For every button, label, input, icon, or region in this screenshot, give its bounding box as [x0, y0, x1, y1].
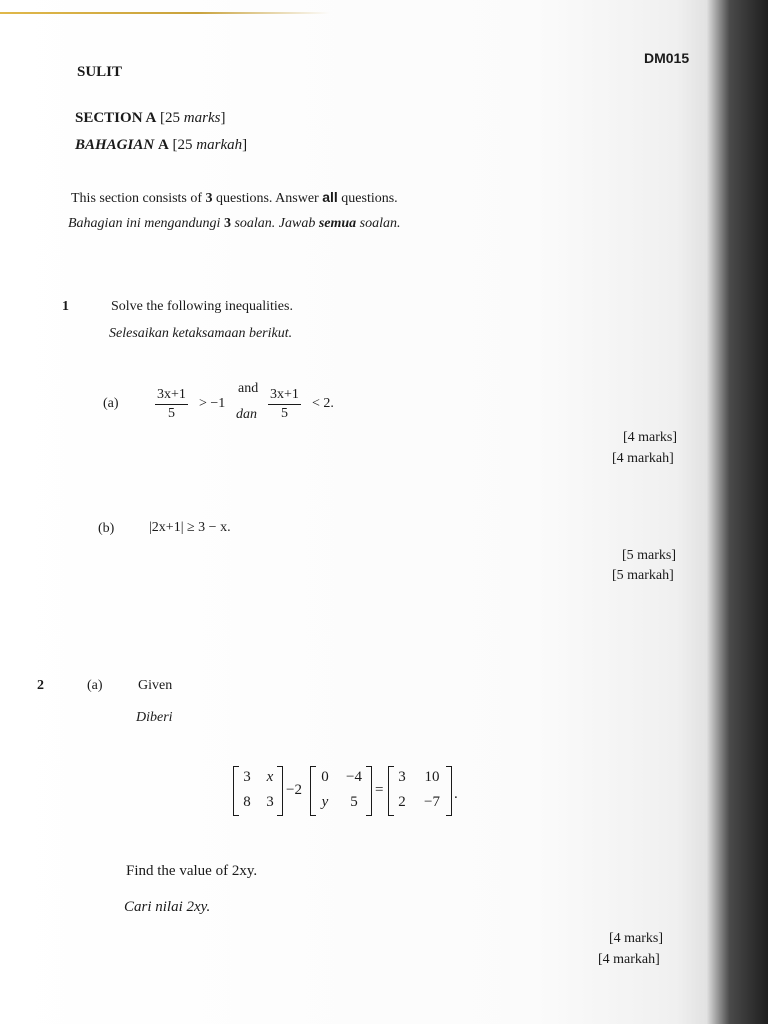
- question-1a-marks-ms-text: [4 markah]: [612, 451, 674, 466]
- fraction-2-denominator: 5: [280, 406, 288, 421]
- question-1a-and-en: and: [238, 381, 259, 396]
- matrix-equation-period: .: [454, 786, 458, 802]
- matrix-2-cell: y: [321, 794, 329, 810]
- question-2a-find-en: Find the value of 2xy.: [126, 863, 258, 879]
- instructions-ms-bold: semua: [318, 216, 357, 231]
- section-marks-en: [25: [160, 110, 181, 126]
- section-name-ms: BAHAGIAN: [75, 137, 155, 153]
- question-2a-given-ms: Diberi: [136, 710, 173, 725]
- section-marks-close-en: ]: [220, 110, 226, 126]
- section-name-en: SECTION A: [75, 110, 157, 126]
- question-1-number: 1: [62, 299, 69, 314]
- question-1a-and-ms: dan: [236, 407, 257, 422]
- question-1a-label: (a): [103, 396, 119, 411]
- matrix-1: [233, 766, 283, 816]
- matrix-3-cell: −7: [424, 794, 440, 810]
- question-1-prompt-en: Solve the following inequalities.: [111, 299, 293, 314]
- fraction-1-numerator: 3x+1: [155, 386, 188, 405]
- matrix-1-cell: 3: [243, 769, 251, 785]
- instructions-en-post: questions.: [341, 191, 398, 206]
- section-marks-ms: [25: [172, 137, 193, 153]
- fraction-2-numerator: 3x+1: [268, 386, 301, 405]
- matrix-1-cell: 3: [266, 794, 274, 810]
- classification-label: SULIT: [77, 64, 123, 80]
- question-2a-label: (a): [87, 678, 103, 693]
- section-title-en: [75, 110, 225, 127]
- instructions-en-bold: all: [322, 189, 338, 205]
- instructions-ms-num: 3: [223, 216, 231, 231]
- instructions-ms-post: soalan.: [359, 216, 401, 231]
- section-letter-ms: A: [157, 137, 169, 153]
- matrix-1-cell: 8: [243, 794, 251, 810]
- section-marks-word-ms: markah: [196, 137, 243, 153]
- question-1b-expression: |2x+1| ≥ 3 − x.: [149, 520, 231, 535]
- question-1a-relation-1: > −1: [199, 396, 226, 411]
- top-edge-line: [0, 12, 330, 14]
- question-2-number: 2: [37, 678, 44, 693]
- matrix-operator-minus-2: −2: [286, 782, 302, 798]
- question-1b-marks-en: [5 marks]: [622, 548, 677, 563]
- matrix-2-right-bracket: [366, 766, 372, 816]
- matrix-3-cell: 10: [424, 769, 440, 785]
- question-1a-relation-2: < 2.: [312, 396, 334, 411]
- question-2a-find-ms: Cari nilai 2xy.: [124, 899, 211, 915]
- instructions-ms-pre: Bahagian ini mengandungi: [68, 216, 221, 231]
- question-1a-marks-ms: [612, 451, 674, 467]
- question-1-prompt-ms: Selesaikan ketaksamaan berikut.: [109, 326, 293, 341]
- question-1a-fraction-1: [155, 386, 188, 423]
- instructions-en-mid: questions. Answer: [216, 191, 319, 206]
- instructions-en-pre: This section consists of: [71, 191, 203, 206]
- section-title-ms: [75, 137, 247, 154]
- question-1a-marks-en: [623, 430, 677, 446]
- matrix-3-right-bracket: [446, 766, 452, 816]
- question-2a-given-en: Given: [138, 678, 173, 693]
- section-marks-word-en: marks: [183, 110, 221, 126]
- matrix-1-right-bracket: [277, 766, 283, 816]
- matrix-3: [388, 766, 452, 816]
- question-1b-marks-ms: [5 markah]: [612, 568, 674, 583]
- question-1a-fraction-2: [268, 386, 301, 423]
- fraction-1-denominator: 5: [167, 406, 175, 421]
- instructions-en: [71, 189, 398, 207]
- matrix-2: [310, 766, 372, 816]
- matrix-equals-sign: =: [375, 782, 384, 798]
- question-1b-label: (b): [98, 521, 115, 536]
- section-marks-close-ms: ]: [242, 137, 248, 153]
- instructions-en-num: 3: [205, 191, 213, 206]
- matrix-3-cell: 3: [398, 769, 406, 785]
- matrix-1-cell: x: [266, 769, 274, 785]
- question-1a-marks-en-text: [4 marks]: [623, 430, 678, 445]
- matrix-2-cell: 5: [350, 794, 358, 810]
- matrix-2-cell: −4: [346, 769, 362, 785]
- matrix-3-cell: 2: [398, 794, 406, 810]
- paper-code: DM015: [644, 50, 690, 66]
- matrix-2-cell: 0: [321, 769, 329, 785]
- question-2a-marks-en: [4 marks]: [609, 931, 664, 946]
- instructions-ms: [68, 216, 401, 232]
- question-2a-marks-ms: [4 markah]: [598, 952, 660, 967]
- instructions-ms-mid: soalan. Jawab: [234, 216, 316, 231]
